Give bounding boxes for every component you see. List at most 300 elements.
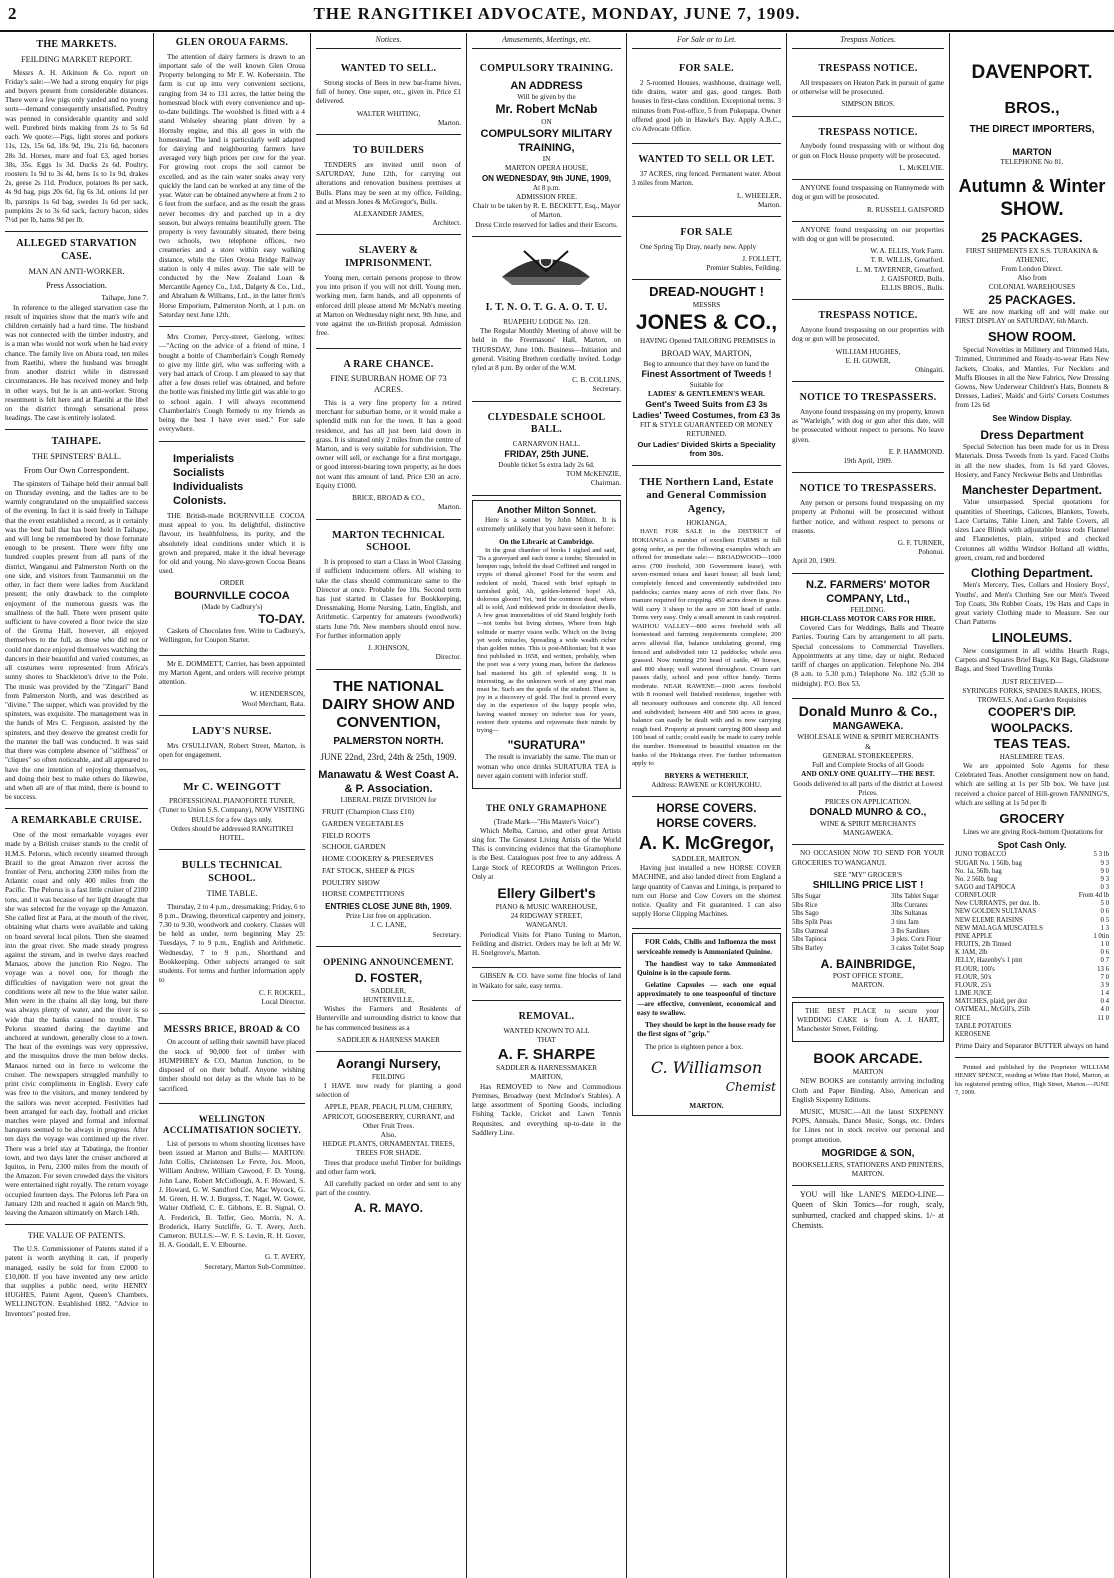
bulls-subheading: TIME TABLE. <box>206 888 258 898</box>
price-row <box>955 900 1109 908</box>
woolpacks: WOOLPACKS. <box>991 720 1073 735</box>
price-item: NEW ELEME RAISINS <box>955 916 1023 924</box>
northern-ad <box>632 466 781 797</box>
gramophone-ad <box>472 793 621 968</box>
wedding-body: THE BEST PLACE to secure your WEDDING CAKE is from A. J. HART, Manchester Street, Feilding. <box>797 1006 939 1033</box>
packages-first: FIRST SHIPMENTS EX S.S. TURAKINA & ATHENIC, <box>965 246 1099 264</box>
cocoa-name: BOURNVILLE COCOA <box>174 589 290 602</box>
trespass-ad <box>792 117 944 180</box>
trespass-heading: TRESPASS NOTICE. <box>818 63 918 75</box>
cocoa-foot: Caskets of Chocolates free. Write to Cadbury's, Wellington, for Coupon Starter. <box>159 627 305 645</box>
packages-heading: 25 PACKAGES. <box>981 228 1083 245</box>
dairy-show-ad <box>316 670 461 947</box>
jones-street: BROAD WAY, MARTON, <box>661 349 752 359</box>
price-list <box>955 851 1109 1039</box>
price-value: 9 0 <box>1100 867 1109 875</box>
trespass-sig: E. P. HAMMOND. <box>888 447 944 456</box>
northern-body: HAVE FOR SALE in the DISTRICT of HOKIANGA a number of excellent FARMS in full going order, as per the following examples which are offered for immediate sale:— BROADWOOD—1000 acres (700 freehold, 300 Government lease), with seven-roomed totara and kauri house; all bush land; completely fenced and conveniently subdivided into paddocks; carries many acres of rich river flats. No manure required for cropping. 450 acres down in grass. Will carry 3 sheep to the acre or 300 head of cattle. Terms very easy. Only a small amount in cash required. WAIHOU VALLEY—800 acres freehold with all homestead and farming requirements complete; 200 acres alluvial flat, balance undulating ground, ring fenced and subdivided into 12 paddocks; whole area grassed. Now running 250 head of cattle, 40 horses, and 800 sheep; well watered throughout. Cream cart passes daily, school and post office handy. Terms moderate. NEAR RAWENE—1000 acres freehold with 8 roomed well finished residence, together with all necessary outhouses and concrete dip. All fenced and subdivided; between 400 and 500 acres in grass, balance can easily be dealt with and is now carrying rough feed. Property at present carrying 800 sheep and 100 head of cattle; could easily be made to carry treble the number. Homestead in beautiful situation on the banks of the Hokianga river. For further information apply to <box>632 528 781 768</box>
grocer-item: 5lbs Oatmeal <box>792 927 829 935</box>
northern-town: HOKIANGA, <box>686 519 727 528</box>
column-notices <box>311 33 467 1578</box>
packages-colonial: COLONIAL WAREHOUSES <box>988 283 1076 292</box>
grocer-item: 3 cakes Toilet Soap <box>891 945 944 953</box>
trespass-body: Any person or persons found trespassing on my property at Pohonui will be prosecuted without further notice, and without respect to persons or reasons. <box>792 499 944 535</box>
dairy-item: FRUIT (Champion Class £10) <box>322 807 415 817</box>
grocer-list <box>792 893 944 954</box>
grocer-item: 5lbs Rice <box>792 901 818 909</box>
markets-heading: THE MARKETS. <box>36 39 117 50</box>
price-row <box>955 876 1109 884</box>
bulls-ad <box>159 850 305 1014</box>
price-value: 11 0 <box>1097 1014 1109 1022</box>
brice-heading: MESSRS BRICE, BROAD & CO <box>163 1023 301 1034</box>
column-amusements <box>467 33 627 1578</box>
manchester-heading: Manchester Department. <box>961 483 1103 498</box>
milton-foot: The result is invariably the same. The man or woman who once drinks SURATURA TEA is never again content with inferior stuff. <box>477 753 616 780</box>
divider <box>159 441 305 442</box>
markets-body: Messrs A. H. Atkinson & Co. report on Friday's sale:—We had a strong enquiry for pigs and buyers present from considerable distances. There were a few pigs only yarded and no young sorts—demand consequently unsatisfied. Poultry was penned in considerable quantity and sold well. Purebred birds making from 2s to 5s 6d each. We quote:—Pigs, light stores and porkers 11s, 12s, 15s 6d, 18s 9d, 19s, 21s 6d, baconers 28s 3d. Horses, mare and foal £3, aged horses 38s, 35s. Eggs 1s 3d. Ducks 2s 6d. Poultry, roosters 1s 9d to 3s 4d, hens 1s to 1s 9d, drakes 2s, geese 2s 11d. Produce, potatoes 8s per sack, 4s 9d bag, pigs 20s 6d, fig 6s 3d, onions 1d per lb, parsnips 1s 6d bag, swedes 1s 6d per sack, pumpkins 2s to 3s 6d sack, factory bacon, sides 7½d per lb, hams 9d per lb. <box>5 68 148 225</box>
clydesdale-date: FRIDAY, 25th JUNE. <box>504 449 589 460</box>
price-row <box>955 884 1109 892</box>
dray-body: One Spring Tip Dray, nearly new. Apply <box>640 242 757 251</box>
grocer-list-left <box>792 893 832 954</box>
quinine-ad <box>632 933 781 1115</box>
milton-heading: Another Milton Sonnet. <box>497 504 596 515</box>
gramophone-town: WANGANUI. <box>525 921 568 930</box>
nursery-sig: A. R. MAYO. <box>354 1201 423 1216</box>
nursery-trees: APPLE, PEAR, PEACH, PLUM, CHERRY, APRICOT, GOOSEBERRY, CURRANT, and Other Fruit Trees. <box>322 1103 455 1130</box>
nurse-heading: LADY'S NURSE. <box>192 725 272 737</box>
grocer-item: 3 lbs Sardines <box>891 927 930 935</box>
column-news <box>0 33 154 1578</box>
price-item: CORNFLOUR <box>955 892 997 900</box>
removal-ad <box>472 1001 621 1147</box>
weingott-heading: Mr C. WEINGOTT <box>183 781 281 794</box>
quinine-kept: They should be kept in the house ready for the first signs of "grip." <box>637 1021 776 1039</box>
nursery-town: FEILDING <box>371 1072 406 1081</box>
bees-ad <box>316 53 461 135</box>
trespass-body: ANYONE found trespassing on our properties with dog or gun will be prosecuted. <box>792 225 944 244</box>
jones-fit: FIT & STYLE GUARANTEED OR MONEY RETURNED. <box>639 421 774 439</box>
dress-heading: Dress Department <box>980 427 1084 442</box>
grocer-item: 3lbs Tablet Sugar <box>891 892 939 900</box>
davenport-town: MARTON <box>1012 146 1052 157</box>
coopers-dip: COOPER'S DIP. <box>988 705 1076 720</box>
dairy-item: FIELD ROOTS <box>322 830 371 840</box>
price-value: 13 6 <box>1097 965 1109 973</box>
rare-subheading: FINE SUBURBAN HOME OF 73 ACRES. <box>330 374 447 395</box>
price-value: 5 0 <box>1100 900 1109 908</box>
grocer-store: POST OFFICE STORE, <box>832 972 904 981</box>
gramophone-name: Ellery Gilbert's <box>497 885 596 902</box>
motor-town: FEILDING. <box>850 605 886 614</box>
price-row <box>955 892 1109 900</box>
trespass-name: W. A. ELLIS, York Farm. <box>870 247 944 256</box>
price-value: 4 0 <box>1100 1006 1109 1014</box>
gramophone-heading: THE ONLY GRAMAPHONE <box>485 803 608 814</box>
cocoa-order: ORDER <box>219 579 245 588</box>
builders-sig2: Architect. <box>432 219 461 228</box>
gramophone-body: Which Melba, Caruso, and other great Artists sing for. The Greatest Living Artists of the World This is convincing evidence that the Gramophone is the Best. Catalogues post free to any address. A Large Stock of RECORDS at Wellington Prices. Only at <box>472 826 621 881</box>
trespass-name: T. R. WILLIS, Greatford. <box>870 256 944 265</box>
clothing-body: Men's Mercery, Ties, Collars and Hosiery Boys', Youths', and Men's Clothing See our Men's Tweed Top Coats, 30s Rubber Coats, 19s Hats and Caps in great variety Clothing made to Measure. See our Chart Patterns <box>955 581 1109 627</box>
column-heading: For Sale or to Let. <box>632 33 781 49</box>
motor-heading: N.Z. FARMERS' MOTOR COMPANY, Ltd., <box>805 578 931 605</box>
price-row <box>955 966 1109 974</box>
trespass-heading: TRESPASS NOTICE. <box>818 126 918 138</box>
grocer-item: 5lbs Barley <box>792 945 824 953</box>
trespass-heading: NOTICE TO TRESPASSERS. <box>799 483 937 495</box>
price-row <box>955 1015 1109 1023</box>
jones-gents: Gent's Tweed Suits from £3 3s <box>645 399 768 410</box>
weingott-body: PROFESSIONAL PIANOFORTE TUNER, (Tuner to Union S.S. Company), NOW VISITING BULLS for a few days only. <box>159 797 305 824</box>
munro-only: AND ONLY ONE QUALITY—THE BEST. <box>801 770 935 779</box>
linoleum-body: New consignment in all widths Hearth Rugs, Carpets and Squares Brief Bags, Kit Bags, Gladstone Bags, and Steel Travelling Trunks <box>955 647 1109 674</box>
grocer-ad <box>792 845 944 997</box>
trespass-body: All trespassers on Heaton Park in pursuit of game or otherwise will be prosecuted. <box>792 79 944 97</box>
taihape-heading: TAIHAPE. <box>51 436 102 448</box>
foster-heading: OPENING ANNOUNCEMENT. <box>323 956 454 967</box>
bees-body: Strong stocks of Bees in new bar-frame hives, full of honey. One super, etc., given in. Price £1 delivered. <box>316 79 461 106</box>
newspaper-title: THE RANGITIKEI ADVOCATE, MONDAY, JUNE 7, 1909. <box>313 4 801 23</box>
trespass-sig3: Ohingaiti. <box>915 366 944 374</box>
lane-body: YOU will like LANE'S MEDO-LINE—Queen of Skin Tonics—for rough, scaly, sunburned, cracked and chapped skins. 1/- at Chemists. <box>792 1190 944 1230</box>
price-row <box>955 1031 1109 1039</box>
divider <box>159 326 305 327</box>
clydesdale-sig: TOM McKENZIE, <box>566 470 621 479</box>
window-display: See Window Display. <box>992 413 1072 423</box>
dairy-item: HOME COOKERY & PRESERVES <box>322 854 434 864</box>
training-speaker: Mr. Robert McNab <box>495 102 598 117</box>
nursery-orders: All carefully packed on order and sent to any part of the country. <box>316 1180 461 1198</box>
northern-sig: BRYERS & WETHERILT, <box>664 771 749 780</box>
acclim-sig: G. T. AVERY, <box>264 1253 305 1262</box>
training-admission: ADMISSION FREE. <box>515 192 578 201</box>
dairy-item: HORSE COMPETITIONS <box>322 889 405 899</box>
trespass-ad <box>792 180 944 222</box>
training-when: ON WEDNESDAY, 9th JUNE, 1909, <box>481 173 612 183</box>
davenport-name: DAVENPORT. <box>971 62 1093 83</box>
horse-covers-ad <box>632 797 781 929</box>
price-value: 1 0 <box>1100 941 1109 949</box>
bulls-sig2: Local Director. <box>261 997 305 1006</box>
price-value: 0 4 <box>1100 998 1109 1006</box>
price-row <box>955 851 1109 859</box>
builders-sig: ALEXANDER JAMES, <box>353 210 424 219</box>
gramophone-subheading: (Trade Mark—"His Master's Voice") <box>493 817 600 826</box>
dairy-place: PALMERSTON NORTH. <box>333 735 444 747</box>
price-row <box>955 868 1109 876</box>
markets-subheading: FEILDING MARKET REPORT. <box>20 54 133 64</box>
column-for-sale <box>627 33 787 1578</box>
bees-sig2: Marton. <box>438 118 461 127</box>
price-value: 0 6 <box>1100 949 1109 957</box>
price-item: KEROSENE <box>955 1030 991 1038</box>
dairy-list: Prize List free on application. <box>345 912 432 921</box>
removal-town: MARTON, <box>530 1073 563 1082</box>
grocer-list-right <box>891 893 944 954</box>
davenport-direct: THE DIRECT IMPORTERS, <box>969 123 1095 135</box>
training-chair: Chair to be taken by R. E. BECKETT, Esq., Mayor of Marton. <box>472 202 621 220</box>
cruise-body: One of the most remarkable voyages ever made by a British cruiser stands to the credit of H.M.S. Pelorus, which recently steamed through Brazil to the great Amazon river across the frontier of Peru, anchoring 2300 miles from the Atlantic coast and only 400 miles from the Pacific. The Pelorus is a fast little cruiser of 2100 tons, and it was because of her light draught that she was selected for the voyage up the Amazon. She called first at Para, at the mouth of the river, obtaining what charts were available and taking on board several local pilots. Then she steamed into the great river. She made steady progress against the stream, and in twelve days reached Manaos, above the junction Rio Negro. The voyage was a novel one, for though the difficulties of navigation were not great the conditions were all new to the blue water sailor. Men were in the chains all day long, but there was always plenty of water, and the river is so wide that the banks caused no trouble. The Pelorus steamed during the daytime and anchored at sundown, generally close to a town. The heat of the evenings was very oppressive, and the mosquitos drove the men below decks. Manaos turned out in force to welcome the cruiser. The newspapers struggled manfully to print civic compliments in English. Every cafe was free to the visitors, and money tendered by the sailors was never accepted. Festivities had been arranged for each day, football and cricket matches were played and formal and informal banquets seemed to be always in progress. After ten days the voyage was continued up the river. There was a brief stay at Tabatinga, the frontier town, and two days later the cruiser anchored at Iquitos, in Peru, 2300 miles from the mouth of the Amazon. For seven crowded days the visitors were entertained right royally. The return voyage occupied fourteen days. The Pelorus left Para on January 12th and reached it again on March 9th, leaving the Amazon ultimately on March 14th. <box>5 831 148 1218</box>
masthead <box>0 0 1114 32</box>
dommett-body: Mr E. DOMMETT, Carrier, has been appointed my Marton Agent, and orders will receive prompt attention. <box>159 659 305 687</box>
price-row <box>955 949 1109 957</box>
trespass-ad <box>792 222 944 301</box>
grocer-item: 3lbs Sultanas <box>891 910 928 918</box>
dairy-close: ENTRIES CLOSE JUNE 8th, 1909. <box>325 901 452 911</box>
jones-beg: Beg to announce that they have on hand the <box>643 360 770 369</box>
price-value: 3 9 <box>1100 981 1109 989</box>
price-value: 5 3 lb <box>1093 851 1109 859</box>
price-value: 0 7 <box>1100 957 1109 965</box>
cocoa-line: Individualists <box>173 480 244 493</box>
clydesdale-sig2: Chairman. <box>590 479 621 488</box>
grocer-item: 3 pkts. Corn Flour <box>891 936 942 944</box>
northern-addr: Address: RAWENE or KOHUKOHU. <box>651 780 762 789</box>
clydesdale-heading: CLYDESDALE SCHOOL BALL. <box>487 411 606 436</box>
trespass-sig: R. RUSSELL GAISFORD <box>866 205 944 214</box>
training-venue: MARTON OPERA HOUSE, <box>504 164 589 173</box>
gramophone-foot: Periodical Visits for Piano Tuning to Marton, Feilding and district. Orders may be left at Mr W. H. Snelgrove's, Marton. <box>472 930 621 958</box>
trespass-heading: NOTICE TO TRESPASSERS. <box>799 392 937 404</box>
price-row <box>955 860 1109 868</box>
munro-town: MANGAWEKA. <box>832 720 904 732</box>
price-row <box>955 957 1109 965</box>
divider <box>5 429 148 430</box>
slavery-heading: SLAVERY & IMPRISONMENT. <box>345 245 432 270</box>
cocoa-ad <box>159 448 305 656</box>
training-by: Will be given by the <box>517 93 576 102</box>
munro-ad <box>792 699 944 846</box>
bulls-sig: C. F. ROCKEL, <box>259 988 305 997</box>
munro-heading: Donald Munro & Co., <box>798 702 938 719</box>
lodge-body: The Regular Monthly Meeting of above will be held in the Freemasons' Hall, Marton, on THURSDAY, June 10th. Business—Initiation and general. Visiting Brethren cordially invited. Lodge tyled at 8 p.m. By order of the W.M. <box>472 327 621 372</box>
acres-ad <box>632 144 781 217</box>
column-heading: Trespass Notices. <box>792 33 944 49</box>
grocer-heading: SHILLING PRICE LIST ! <box>812 880 924 892</box>
removal-trade: SADDLER & HARNESSMAKER <box>495 1064 598 1073</box>
clydesdale-tickets: Double ticket 5s extra lady 2s 6d. <box>498 460 595 469</box>
price-row <box>955 925 1109 933</box>
trespass-name: J. GAISFORD, Bulls. <box>881 274 944 283</box>
spot-cash: Spot Cash Only. <box>997 839 1067 850</box>
bees-heading: WANTED TO SELL. <box>340 63 437 75</box>
price-item: No. 1a, 56lb. bag <box>955 867 1002 875</box>
training-heading: COMPULSORY TRAINING. <box>479 63 614 75</box>
book-heading: BOOK ARCADE. <box>813 1050 923 1067</box>
munro-and: & <box>865 742 871 751</box>
linoleum-heading: LINOLEUMS. <box>991 630 1073 646</box>
starvation-heading: ALLEGED STARVATION CASE. <box>16 238 137 263</box>
jones-costumes: Ladies' Tweed Costumes, from £3 3s <box>632 410 781 421</box>
jones-suit: Suitable for <box>689 380 724 389</box>
horse-name: A. K. McGregor, <box>638 832 775 853</box>
show-title-2: SHOW. <box>1000 199 1064 221</box>
acclim-body: List of persons to whom shooting licenses have been issued at Marton and Bulls:— MARTON: John Collis, Christensen Le Fevre, Jos. Moon, William Andrew, William Cawood, F. D. Young, John Lane, Robert McCullough, A. F. Howard, S. J. Howard, G. W. Sandford Coe, Mac Wycock, G. M. Green, H. W. J. Burgess, T. Nagel, W. Gower, Walter Oldfield, C. E. Gibbons, E. B. Signal, O. A. Frederick, B. Telfer, Geo. Morris, N. A. Broderick, Harry Sutcliffe, G. T. Avery, Arch. Cameron. BULLS:—W. F. S. Levin, R. H. Gover, H. A. Goodall, E. V. Elbourne. <box>159 1139 305 1250</box>
trespass-body: Anybody found trespassing with or without dog or gun on Flock House property will be prosecuted. <box>792 142 944 160</box>
lodge-sig: C. B. COLLINS, <box>572 376 621 385</box>
price-item: TABLE POTATOES <box>955 1022 1012 1030</box>
price-item: SAGO and TAPIOCA <box>955 884 1016 891</box>
price-item: LIME JUICE <box>955 990 992 998</box>
book-town: MARTON <box>852 1068 884 1077</box>
trespass-sig: G. F. TURNER, <box>897 539 944 547</box>
trespass-sig: L. McKELVIE. <box>899 163 944 172</box>
lane-ad <box>792 1186 944 1240</box>
starvation-body: In reference to the alleged starvation case the result of inquiries show that the man's wife and children certainly had a hard time. The husband was not connected with the timber industry, and is a man who would not work when he had every chance. The family live on Abura road, ten miles from Raetihi, where the husband was brought from another district while in distressed circumstances. He has received money and help in other ways, but he is an anti-worker. Strong resentment is felt here and at Raetihi at the libel on the district through sensational press headings. The case is entirely isolated. <box>5 303 148 423</box>
quinine-town: MARTON. <box>689 1101 724 1110</box>
training-time: At 8 p.m. <box>532 183 561 192</box>
motor-body: Covered Cars for Weddings, Balls and Theatre Parties. Touring Cars by arrangement to all parts. Special concessions to Commercial Travellers. Appointments at any time, day or night. Reduced tariff of charges on application. Telephone No. 204 (8 a.m. to 5.30 p.m.) Telephone No. 182 (5.30 to midnight). P.O. Box 53. <box>792 624 944 688</box>
milton-name: "SURATURA" <box>507 738 586 753</box>
removal-sub: WANTED KNOWN TO ALL <box>503 1026 590 1035</box>
dairy-assoc: Manawatu & West Coast A. & P. Association. <box>318 768 459 795</box>
price-item: PINE APPLE <box>955 932 993 940</box>
press-association: Press Association. <box>46 280 107 290</box>
munro-line1: WHOLESALE WINE & SPIRIT MERCHANTS <box>797 733 939 742</box>
rare-body: This is a very fine property for a retired merchant for suburban home, or it would make a splendid milk run for the town. It has a good residence, and has all just been laid down in grass. It is situated only 2 miles from the centre of Marton, and is very suitable for subdivision. The owner will sell, or exchange for a first mortgage, or good interest-bearing town property, as he does not want this amount of land. Price £30 an acre. Equity £1000. <box>316 398 461 490</box>
page-number: 2 <box>8 4 17 23</box>
dairy-item: GARDEN VEGETABLES <box>322 818 404 828</box>
trespass-name: ELLIS BROS., Bulls. <box>881 284 944 293</box>
dairy-item: POULTRY SHOW <box>322 877 380 887</box>
bees-sig: WALTER WHITING, <box>356 109 421 118</box>
price-row <box>955 908 1109 916</box>
taihape-body: The spinsters of Taihape held their annual ball on Thursday evening, and the ladies are to be warmly congratulated on the unqualified success of the evening. In fact it is said freely in Taihape that the event established a record, as it certainly was the best ball that has been held in Taihape, and will long be remembered by those fortunate enough to be present. There were fifty one hundred couples present from all parts of the district, Wanganui and Palmerston North on the one side, and visitors from Taumarunui on the other, in fact there were ladies from Auckland present; the only drawback to the complete enjoyment of the numerous guests was the smallness of the hall. There were present quite sufficient to have covered a floor twice the size of the Gretna Hall, however, all enjoyed themselves to the full, as those who did not or could not dance enjoyed themselves watching the dancers in their beautiful and varied costumes, as all costumes were represented from Africa's sunny shores to Shackleton's drive to the Pole. The music was provided by the "Zingari" Band from Palmerston North, and was described as "divine." The supper, which was provided by the spinsters, was exquisite. The management was in the hands of Mrs C. Ferguson, assisted by the spinsters, and they deserve the greatest credit for the manner the ball was conducted. It was said that there was complete absence of "stiffness" or "cliques" so often noticeable, and all appeared to have the one intention of enjoying themselves, and doing their best to make others do likewise, and when all are of that mind, there is bound to be success. <box>5 479 148 802</box>
acres-heading: WANTED TO SELL OR LET. <box>638 154 775 166</box>
price-value: From 4d lb <box>1078 892 1109 900</box>
davenport-tel: TELEPHONE No 81. <box>1000 158 1064 167</box>
acclim-heading: WELLINGTON ACCLIMATISATION SOCIETY. <box>162 1113 302 1136</box>
price-row <box>955 990 1109 998</box>
jones-skirts: Our Ladies' Divided Skirts a Speciality from 30s. <box>637 439 776 459</box>
packages-also: Also from <box>1017 274 1047 283</box>
grocer-body: NO OCCASION NOW TO SEND FOR YOUR GROCERIES TO WANGANUI. <box>792 849 944 867</box>
price-item: FLOUR, 25's <box>955 981 992 989</box>
rare-sig: BRICE, BROAD & CO., <box>352 494 425 503</box>
price-item: No. 2 56lb. bag <box>955 875 998 883</box>
milton-subheading: On the Libraric at Cambridge. <box>499 537 594 546</box>
patents-body: The U.S. Commissioner of Patents stated if a patent is worth anything it can, if properly managed, easily be sold for from £2000 to £10,000. If you have invented any new article that supplies a public need, write HENRY HUGHES, Patent Agent, Queen's Chambers, WELLINGTON. Established 1882. "Advice to Inventors" posted free. <box>5 1245 148 1318</box>
price-value: 9 3 <box>1100 859 1109 867</box>
nurse-body: Mrs O'SULLIVAN, Robert Street, Marton, is open for engagement. <box>159 741 305 759</box>
grocer-item: 5lbs Split Peas <box>792 918 833 926</box>
nurse-ad <box>159 716 305 770</box>
dray-sig: J. FOLLETT, <box>742 255 781 264</box>
acres-body: 37 ACRES, ring fenced. Permanent water. About 3 miles from Marton. <box>632 170 781 188</box>
acres-sig2: Marton. <box>758 200 781 209</box>
just-received: JUST RECEIVED— <box>1001 677 1063 686</box>
builders-heading: TO BUILDERS <box>352 145 425 157</box>
houses-heading: FOR SALE. <box>679 63 734 75</box>
display-body: WE are now marking off and will make our FIRST DISPLAY on SATURDAY, 6th March. <box>955 308 1109 326</box>
price-item: FLOUR, 100's <box>955 965 995 973</box>
trespass-body: Anyone found trespassing on my property, known as "Warleigh," with dog or gun after this date, will be prosecuted without respect to persons. No leave given. <box>792 408 944 444</box>
oroua-heading: GLEN OROUA FARMS. <box>175 37 289 48</box>
cocoa-made: (Made by Cadbury's) <box>201 602 263 611</box>
foster-body: Wishes the Farmers and Residents of Hunterville and surrounding district to know that he has commenced business as a <box>316 1005 461 1032</box>
price-item: JUNO TOBACCO <box>955 851 1007 859</box>
wedding-ad <box>792 1002 944 1043</box>
show-room-body: Special Novelties in Millinery and Trimmed Hats, Trimmed, Untrimmed and Ready-to-wear Hats New Jackets, Cloaks, and Mantles, Fur Necklets and Muffs Blouses in all the New Fabrics, New Dressing Gowns, New Underwear Children's Hats, Bonnets & Dresses, Ladies', Maids' and Girls' Corsets Costumes from 12s 6d <box>955 346 1109 410</box>
bulls-body: Thursday, 2 to 4 p.m., dressmaking; Friday, 6 to 8 p.m., Drawing, theoretical carpentry and joinery, 7.30 to 9.30, woodwork and cookery. Classes will be held as under, term beginning May 25: Tuesdays, 7 to 9 p.m., English and Arithmetic. Wednesday, 7 to 9 p.m., Shorthand and Bookkeeping. Other subjects arranged to suit students. For terms and further information apply to <box>159 902 305 985</box>
trespass-ad <box>792 300 944 382</box>
column-heading: Notices. <box>316 33 461 49</box>
lodge-name: RUAPEHU LODGE No. 128. <box>503 317 590 326</box>
davenport-bros: BROS., <box>1004 100 1060 118</box>
quinine-gelatine: Gelatine Capsules — each one equal approximately to one teaspoonful of tincture—are effective, convenient, economical and easy to swallow. <box>637 981 776 1017</box>
jones-ad <box>632 280 781 465</box>
teas-heading: TEAS TEAS. <box>993 736 1071 752</box>
builders-ad <box>316 135 461 235</box>
lodge-heading: I. T. N. O. T. G. A. O. T. U. <box>485 302 608 314</box>
cocoa-today: TO-DAY. <box>258 611 305 626</box>
technical-sig: J. JOHNSON, <box>368 644 409 653</box>
packages-london: From London Direct. <box>1001 265 1063 273</box>
grocer-name: A. BAINBRIDGE, <box>820 956 916 971</box>
trespass-ad <box>792 53 944 116</box>
garden-tools: SYRINGES FORKS, SPADES RAKES, HOES, TROWELS, And a Garden Requisites <box>962 686 1102 705</box>
jones-ladies: LADIES' & GENTLEMEN'S WEAR. <box>648 390 765 399</box>
price-item: MATCHES, plaid, per doz <box>955 998 1028 1006</box>
munro-body: Full and Complete Stocks of all Goods <box>812 761 924 770</box>
price-item: FRUITS, 2lb Tinned <box>955 941 1012 949</box>
nursery-ad <box>316 1052 461 1223</box>
cocoa-line: Socialists <box>173 466 225 479</box>
removal-heading: REMOVAL. <box>518 1010 575 1022</box>
munro-line3: WINE & SPIRIT MERCHANTS <box>820 820 916 829</box>
grocer-item: 5lbs Tapioca <box>792 936 827 944</box>
removal-body: Has REMOVED to New and Commodious Premises, Broadway (next McIndoe's Stables). A large assortment of Sporting Goods, including Fishing Tackle, Cricket and Lawn Tennis Requisites, and everything up-to-date in the Saddlery Line. <box>472 1082 621 1137</box>
gibsen-ad <box>472 968 621 1000</box>
technical-sig2: Director. <box>435 653 461 662</box>
book-arcade-ad <box>792 1046 944 1186</box>
acclim-ad <box>159 1104 305 1278</box>
grocery-body: Lines we are giving Rock-bottom Quotations for <box>963 827 1104 836</box>
price-value: 1 0tin <box>1093 932 1109 940</box>
book-name: MOGRIDGE & SON, <box>821 1147 915 1159</box>
price-item: RICE <box>955 1014 971 1022</box>
trespass-sig2: E. H. GOWER, <box>845 356 891 365</box>
dateline: Taihape, June 7. <box>101 294 148 303</box>
dommett-sig2: Wool Merchant, Rata. <box>241 699 305 708</box>
slavery-body: Young men, certain persons propose to throw you into prison if you will not drill. Young men, working men, farm hands, and all opponents of enforced drill please attend Mr McNab's meeting at Marton on Wednesday night next, 9th June, and vote against the un-British proposal. Admission free. <box>316 274 461 338</box>
starvation-subheading: MAN AN ANTI-WORKER. <box>28 266 125 276</box>
cruise-heading: A REMARKABLE CRUISE. <box>11 815 142 827</box>
trespass-date: April 20, 1909. <box>792 557 836 566</box>
dress-body: Special Selection has been made for us in Dress Materials. Dress Tweeds from 1s yard. Faced Cloths in all the new shades, from 1s 6d yard Gloves, Hosiery, and Fancy Neckwear Belts and Umbrellas <box>955 443 1109 479</box>
divider <box>5 231 148 232</box>
removal-that: THAT <box>537 1035 556 1044</box>
price-item: OATMEAL, McGill's, 25lb <box>955 1006 1030 1014</box>
brice-body: On account of selling their sawmill have placed the stock of 90,000 feet of timber with HUMPHREY & CO, Marton Junction, to be disposed of on their behalf. Anyone wishing timber should not delay as the whole has to be sacrificed. <box>159 1038 305 1093</box>
foster-trade: SADDLER, <box>371 986 406 995</box>
munro-deliv: Goods delivered to all parts of the district at Lowest Prices. <box>793 779 943 797</box>
munro-town2: MANGAWEKA. <box>843 829 893 838</box>
manchester-body: Value unsurpassed. Special quotations for quantities of Sheetings, Calicoes, Blankets, Towels, Lace Curtains, Table Linen, and Table Covers, all sizes Lace Blinds with adjustable brass rods Flannel and Flannelettes, plain, striped and checked Cretonnes all widths Windsor Holland all widths, green, cream, red and bordered <box>955 498 1109 562</box>
nursery-timber: Trees that produce useful Timber for buildings and other farm work. <box>316 1158 461 1176</box>
oroua-body: The attention of dairy farmers is drawn to an important sale of the well known Glen Oroua Property belonging to Mr F. W. Koberstein. The farm is cut up into very convenient sections, ranging from 34 to 131 acres, the latter being the homestead block with every convenience and up-to-date buildings. The woolshed is fitted with a 4 stand Wolseley shearing plant driven by a Hornsby engine, and this all goes in with the homestead. The land is particularly well adapted for dairying and neighbouring farmers have averaged very high prices per cow for the year. For growing root crops the soil cannot be excelled, and as the rain water soaks away very quickly the land can be worked at any time of the year. Water can be obtained anywhere at from 2 to 6 feet from the surface, and as the result the grass never becomes dry and parched up in a dry season, but always remains beautifully green. The property is very favourably situated, there being two schools, two telephone offices, two creameries and a store within easy walking distance, while the Glen Oroua Bridge Railway station is only 4 miles away. The sale will be conducted by the New Zealand Loan & Mercantile Agency Co., Ltd., Dalgety & Co., Ltd., and Abraham & Williams, Ltd., in the latter firm's Horse Emporium, Palmerston North, at 1 p.m. on Saturday next June 12th. <box>159 52 305 319</box>
price-value: 1 4 <box>1100 990 1109 998</box>
weingott-ad <box>159 770 305 850</box>
price-row <box>955 998 1109 1006</box>
rare-heading: A RARE CHANCE. <box>343 358 434 370</box>
nursery-body: I HAVE now ready for planting a good selection of <box>316 1081 461 1100</box>
trespass-sig2: Pohonui. <box>918 548 944 557</box>
acclim-sig2: Secretary, Marton Sub-Committee. <box>204 1262 305 1271</box>
book-body: NEW BOOKS are constantly arriving including Cloth and Paper Binding. Also, American and English Sixpenny Editions. <box>792 1077 944 1104</box>
